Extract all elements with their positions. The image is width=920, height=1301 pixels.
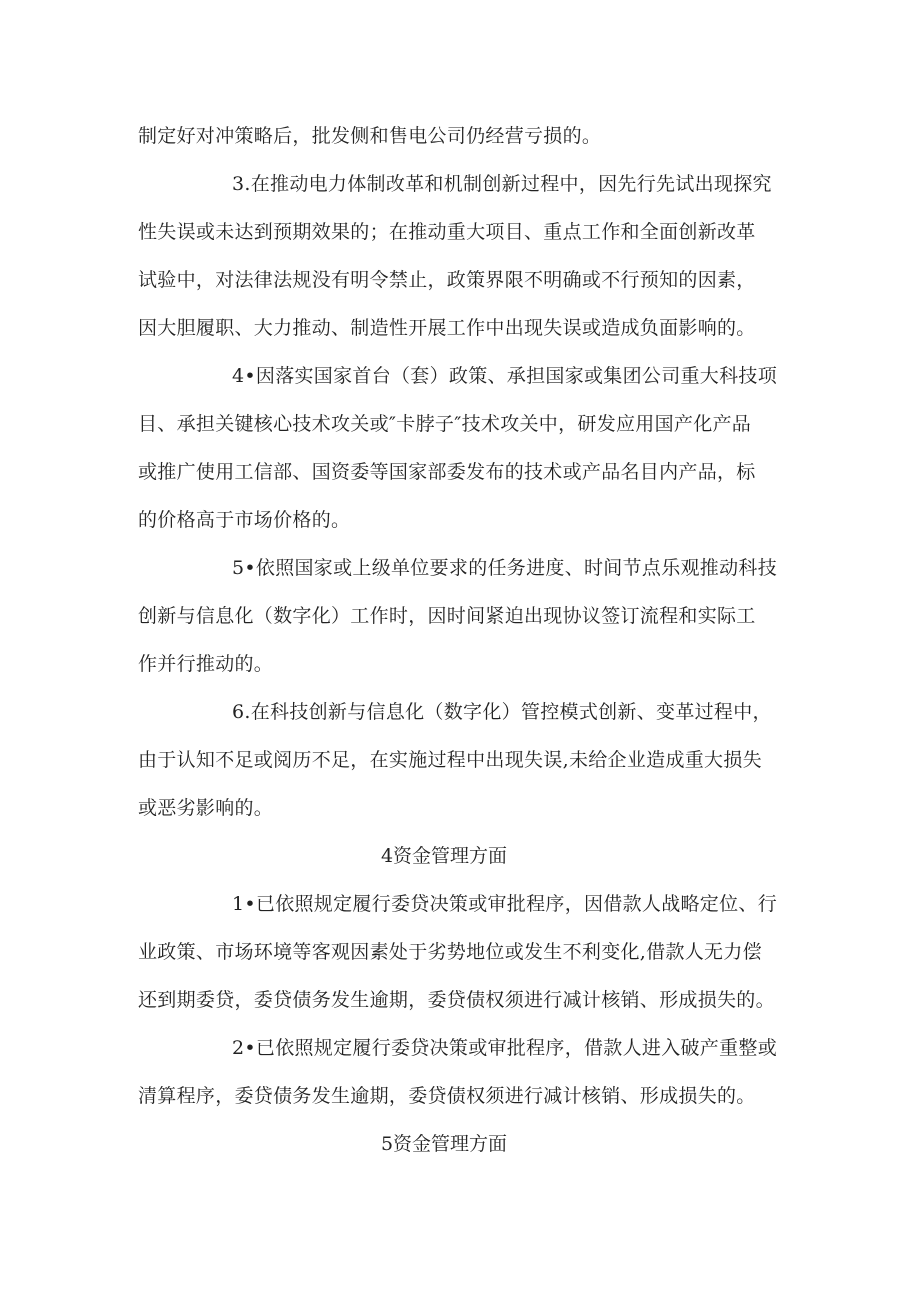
text-line: 由于认知不足或阅历不足，在实施过程中出现失误,未给企业造成重大损失 [138, 749, 762, 771]
text-line: 清算程序，委贷债务发生逾期，委贷债权须进行减计核销、形成损失的。 [138, 1085, 756, 1107]
section-heading: 5资金管理方面 [380, 1133, 508, 1155]
text-line: 5•依照国家或上级单位要求的任务进度、时间节点乐观推动科技 [232, 557, 777, 579]
text-line: 2•已依照规定履行委贷决策或审批程序，借款人进入破产重整或 [232, 1037, 777, 1059]
list-item-5 [138, 544, 788, 688]
text-line: 还到期委贷，委贷债务发生逾期，委贷债权须进行减计核销、形成损失的。 [138, 989, 775, 1011]
text-line: 6.在科技创新与信息化（数字化）管控模式创新、变革过程中， [232, 701, 772, 723]
paragraph-continued [138, 112, 788, 160]
text-line: 业政策、市场环境等客观因素处于劣势地位或发生不利变化,借款人无力偿 [138, 941, 762, 963]
section-heading: 4资金管理方面 [380, 845, 508, 867]
text-line: 3.在推动电力体制改革和机制创新过程中，因先行先试出现探究 [232, 173, 772, 195]
list-item-3 [138, 160, 788, 352]
section4-item-1 [138, 880, 788, 1024]
text-line: 或恶劣影响的。 [138, 797, 274, 819]
text-line: 试验中，对法律法规没有明令禁止，政策界限不明确或不行预知的因素， [138, 269, 756, 291]
text-line: 性失误或未达到预期效果的；在推动重大项目、重点工作和全面创新改革 [138, 221, 756, 243]
text-line: 制定好对冲策略后，批发侧和售电公司仍经营亏损的。 [138, 125, 602, 147]
text-line: 或推广使用工信部、国资委等国家部委发布的技术或产品名目内产品，标 [138, 461, 756, 483]
text-line: 创新与信息化（数字化）工作时，因时间紧迫出现协议签订流程和实际工 [138, 605, 756, 627]
text-line: 的价格高于市场价格的。 [138, 509, 351, 531]
text-line: 4•因落实国家首台（套）政策、承担国家或集团公司重大科技项 [232, 365, 777, 387]
document-body [138, 112, 788, 1168]
text-line: 1•已依照规定履行委贷决策或审批程序，因借款人战略定位、行 [232, 893, 777, 915]
text-line: 因大胆履职、大力推动、制造性开展工作中出现失误或造成负面影响的。 [138, 317, 756, 339]
text-line: 作并行推动的。 [138, 653, 274, 675]
section4-item-2 [138, 1024, 788, 1120]
text-line: 目、承担关键核心技术攻关或″卡脖子″技术攻关中，研发应用国产化产品 [138, 413, 752, 435]
list-item-4 [138, 352, 788, 544]
list-item-6 [138, 688, 788, 832]
